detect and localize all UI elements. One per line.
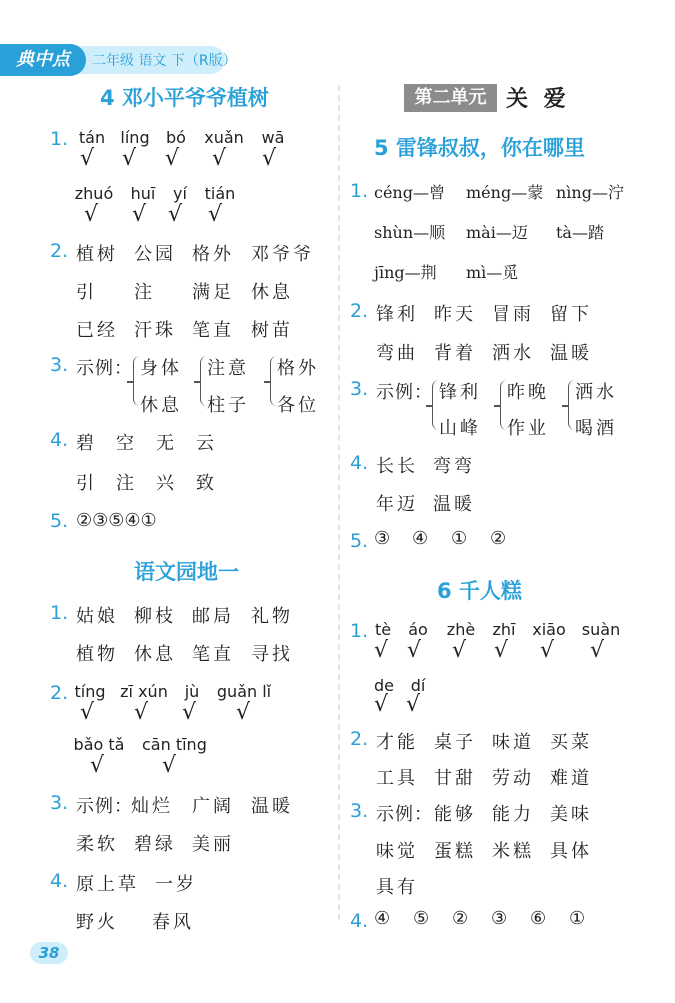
answer-char: 无 bbox=[156, 433, 177, 454]
pinyin: cān tīng bbox=[142, 735, 207, 754]
pinyin: yí bbox=[173, 184, 187, 203]
pinyin: jù bbox=[184, 682, 200, 701]
answer-word: 休息 bbox=[140, 395, 182, 416]
answer-word: 温暖 bbox=[433, 494, 475, 515]
check-mark: √ bbox=[90, 753, 105, 778]
answer-word: 蛋糕 bbox=[434, 841, 476, 862]
question-number: 3. bbox=[350, 800, 369, 822]
pinyin: áo bbox=[408, 620, 428, 639]
pinyin: bó bbox=[166, 128, 186, 147]
answer-word: 身体 bbox=[140, 358, 182, 379]
example-label: 示例： bbox=[376, 382, 433, 403]
answer-word: 邓爷爷 bbox=[251, 244, 314, 265]
answer-word: 劳动 bbox=[492, 768, 534, 789]
answer-word: 作业 bbox=[507, 418, 549, 439]
pinyin: dí bbox=[410, 676, 426, 695]
answer-word: 买菜 bbox=[550, 732, 592, 753]
answer-word: 一岁 bbox=[155, 874, 197, 895]
check-mark: √ bbox=[165, 146, 180, 171]
answer-word: 具体 bbox=[550, 841, 592, 862]
question-number: 2. bbox=[50, 682, 69, 704]
answer-char: 致 bbox=[196, 473, 217, 494]
answer-word: 柱子 bbox=[207, 395, 249, 416]
answer-word: 难道 bbox=[550, 768, 592, 789]
lesson5-title: 5 雷锋叔叔，你在哪里 bbox=[374, 136, 585, 160]
answer-circle: ② bbox=[452, 908, 472, 929]
check-mark: √ bbox=[134, 700, 149, 725]
answer-word: 洒水 bbox=[575, 382, 617, 403]
pinyin: huī bbox=[130, 184, 156, 203]
answer-word: 汗珠 bbox=[134, 320, 176, 341]
check-mark: √ bbox=[494, 638, 509, 663]
answer-word: 米糕 bbox=[492, 841, 534, 862]
pinyin: zhè bbox=[446, 620, 476, 639]
answer-word: 休息 bbox=[251, 282, 293, 303]
answer-circle: ⑤ bbox=[413, 908, 433, 929]
unit-label: 第二单元 bbox=[404, 84, 497, 112]
question-number: 3. bbox=[350, 378, 369, 400]
answer-word: 工具 bbox=[376, 768, 418, 789]
brace bbox=[133, 356, 140, 406]
question-number: 1. bbox=[350, 180, 369, 202]
pinyin-char: mì—觅 bbox=[466, 263, 519, 282]
answer-word: 背着 bbox=[434, 343, 476, 364]
lesson4-title: 4 邓小平爷爷植树 bbox=[100, 86, 269, 110]
check-mark: √ bbox=[212, 146, 227, 171]
pinyin: de bbox=[374, 676, 394, 695]
unit-title: 关 爱 bbox=[506, 87, 570, 112]
question-number: 4. bbox=[50, 870, 69, 892]
brace bbox=[200, 356, 207, 406]
pinyin: zhī bbox=[492, 620, 516, 639]
answer-word: 注 bbox=[134, 282, 155, 303]
answer-word: 具有 bbox=[376, 877, 418, 898]
question-number: 1. bbox=[350, 620, 369, 642]
answer-word: 野火 bbox=[76, 912, 118, 933]
check-mark: √ bbox=[168, 202, 183, 227]
answer-word: 锋利 bbox=[439, 382, 481, 403]
pinyin: guǎn lǐ bbox=[216, 682, 272, 701]
check-mark: √ bbox=[80, 700, 95, 725]
check-mark: √ bbox=[406, 692, 421, 717]
pinyin: zī xún bbox=[120, 682, 168, 701]
answer-word: 各位 bbox=[277, 395, 319, 416]
example-label: 示例： bbox=[76, 796, 133, 817]
question-number: 4. bbox=[350, 910, 369, 932]
answer-order: ②③⑤④① bbox=[76, 510, 157, 531]
check-mark: √ bbox=[374, 692, 389, 717]
check-mark: √ bbox=[84, 202, 99, 227]
check-mark: √ bbox=[132, 202, 147, 227]
pinyin-char: nìng—泞 bbox=[556, 183, 624, 202]
answer-word: 植树 bbox=[76, 244, 118, 265]
pinyin-char: shùn—顺 bbox=[374, 223, 446, 242]
pinyin: suàn bbox=[581, 620, 621, 639]
example-label: 示例： bbox=[376, 804, 433, 825]
pinyin: tíng bbox=[74, 682, 106, 701]
answer-circle: ③ bbox=[374, 528, 394, 549]
pinyin-char: céng—曾 bbox=[374, 183, 445, 202]
question-number: 1. bbox=[50, 128, 69, 150]
pinyin: tián bbox=[204, 184, 236, 203]
answer-word: 植物 bbox=[76, 644, 118, 665]
answer-circle: ⑥ bbox=[530, 908, 550, 929]
question-number: 3. bbox=[50, 354, 69, 376]
check-mark: √ bbox=[262, 146, 277, 171]
question-number: 1. bbox=[50, 602, 69, 624]
question-number: 4. bbox=[350, 452, 369, 474]
answer-word: 碧绿 bbox=[134, 834, 176, 855]
answer-word: 昨天 bbox=[434, 304, 476, 325]
garden-title: 语文园地一 bbox=[134, 560, 239, 584]
pinyin: tè bbox=[374, 620, 392, 639]
example-label: 示例： bbox=[76, 358, 133, 379]
answer-word: 树苗 bbox=[251, 320, 293, 341]
check-mark: √ bbox=[182, 700, 197, 725]
check-mark: √ bbox=[540, 638, 555, 663]
check-mark: √ bbox=[407, 638, 422, 663]
answer-char: 兴 bbox=[156, 473, 177, 494]
answer-word: 美丽 bbox=[192, 834, 234, 855]
brace bbox=[270, 356, 277, 406]
answer-circle: ① bbox=[569, 908, 589, 929]
question-number: 2. bbox=[350, 300, 369, 322]
check-mark: √ bbox=[590, 638, 605, 663]
pinyin: tán bbox=[78, 128, 106, 147]
answer-circle: ④ bbox=[374, 908, 394, 929]
answer-word: 格外 bbox=[192, 244, 234, 265]
answer-word: 甘甜 bbox=[434, 768, 476, 789]
check-mark: √ bbox=[162, 753, 177, 778]
answer-circle: ① bbox=[451, 528, 471, 549]
answer-char: 引 bbox=[76, 473, 97, 494]
question-number: 2. bbox=[50, 240, 69, 262]
check-mark: √ bbox=[208, 202, 223, 227]
answer-word: 才能 bbox=[376, 732, 418, 753]
answer-char: 空 bbox=[116, 433, 137, 454]
answer-word: 已经 bbox=[76, 320, 118, 341]
brace bbox=[432, 380, 439, 430]
answer-word: 留下 bbox=[550, 304, 592, 325]
answer-word: 味觉 bbox=[376, 841, 418, 862]
pinyin-char: jīng—荆 bbox=[374, 263, 437, 282]
answer-word: 注意 bbox=[207, 358, 249, 379]
brand-logo: 典中点 bbox=[0, 44, 86, 76]
question-number: 5. bbox=[50, 510, 69, 532]
pinyin-char: tà—踏 bbox=[556, 223, 604, 242]
answer-word: 弯弯 bbox=[433, 456, 475, 477]
pinyin: wā bbox=[261, 128, 285, 147]
answer-word: 能力 bbox=[492, 804, 534, 825]
answer-char: 碧 bbox=[76, 433, 97, 454]
answer-word: 温暖 bbox=[550, 343, 592, 364]
question-number: 5. bbox=[350, 530, 369, 552]
answer-word: 柳枝 bbox=[134, 606, 176, 627]
answer-word: 锋利 bbox=[376, 304, 418, 325]
answer-word: 温暖 bbox=[251, 796, 293, 817]
answer-word: 美味 bbox=[550, 804, 592, 825]
pinyin: xiāo bbox=[532, 620, 566, 639]
answer-word: 桌子 bbox=[434, 732, 476, 753]
check-mark: √ bbox=[236, 700, 251, 725]
question-number: 3. bbox=[50, 792, 69, 814]
page-number: 38 bbox=[30, 942, 68, 964]
answer-char: 注 bbox=[116, 473, 137, 494]
answer-word: 格外 bbox=[277, 358, 319, 379]
answer-word: 休息 bbox=[134, 644, 176, 665]
answer-word: 山峰 bbox=[439, 418, 481, 439]
answer-word: 长长 bbox=[376, 456, 418, 477]
answer-word: 柔软 bbox=[76, 834, 118, 855]
answer-word: 洒水 bbox=[492, 343, 534, 364]
answer-word: 引 bbox=[76, 282, 97, 303]
answer-word: 笔直 bbox=[192, 320, 234, 341]
pinyin: líng bbox=[120, 128, 150, 147]
brace bbox=[568, 380, 575, 430]
answer-word: 弯曲 bbox=[376, 343, 418, 364]
answer-word: 姑娘 bbox=[76, 606, 118, 627]
answer-word: 能够 bbox=[434, 804, 476, 825]
grade-subject-label: 二年级 语文 下（R版） bbox=[92, 53, 237, 69]
question-number: 2. bbox=[350, 728, 369, 750]
answer-word: 公园 bbox=[134, 244, 176, 265]
answer-word: 年迈 bbox=[376, 494, 418, 515]
question-number: 4. bbox=[50, 429, 69, 451]
answer-circle: ② bbox=[490, 528, 510, 549]
answer-word: 冒雨 bbox=[492, 304, 534, 325]
answer-word: 寻找 bbox=[251, 644, 293, 665]
pinyin: xuǎn bbox=[204, 128, 244, 147]
pinyin: zhuó bbox=[74, 184, 114, 203]
answer-word: 礼物 bbox=[251, 606, 293, 627]
answer-word: 原上草 bbox=[76, 874, 139, 895]
answer-word: 春风 bbox=[152, 912, 194, 933]
answer-word: 笔直 bbox=[192, 644, 234, 665]
answer-circle: ④ bbox=[412, 528, 432, 549]
answer-word: 喝酒 bbox=[575, 418, 617, 439]
check-mark: √ bbox=[80, 146, 95, 171]
answer-word: 满足 bbox=[192, 282, 234, 303]
answer-word: 味道 bbox=[492, 732, 534, 753]
answer-char: 云 bbox=[196, 433, 217, 454]
check-mark: √ bbox=[374, 638, 389, 663]
pinyin: bǎo tǎ bbox=[73, 735, 125, 754]
answer-word: 广阔 bbox=[192, 796, 234, 817]
pinyin-char: méng—蒙 bbox=[466, 183, 544, 202]
check-mark: √ bbox=[122, 146, 137, 171]
brace bbox=[500, 380, 507, 430]
answer-circle: ③ bbox=[491, 908, 511, 929]
answer-word: 灿烂 bbox=[131, 796, 173, 817]
answer-word: 昨晚 bbox=[507, 382, 549, 403]
lesson6-title: 6 千人糕 bbox=[437, 579, 522, 603]
check-mark: √ bbox=[452, 638, 467, 663]
pinyin-char: mài—迈 bbox=[466, 223, 528, 242]
column-divider bbox=[338, 85, 340, 920]
answer-word: 邮局 bbox=[192, 606, 234, 627]
